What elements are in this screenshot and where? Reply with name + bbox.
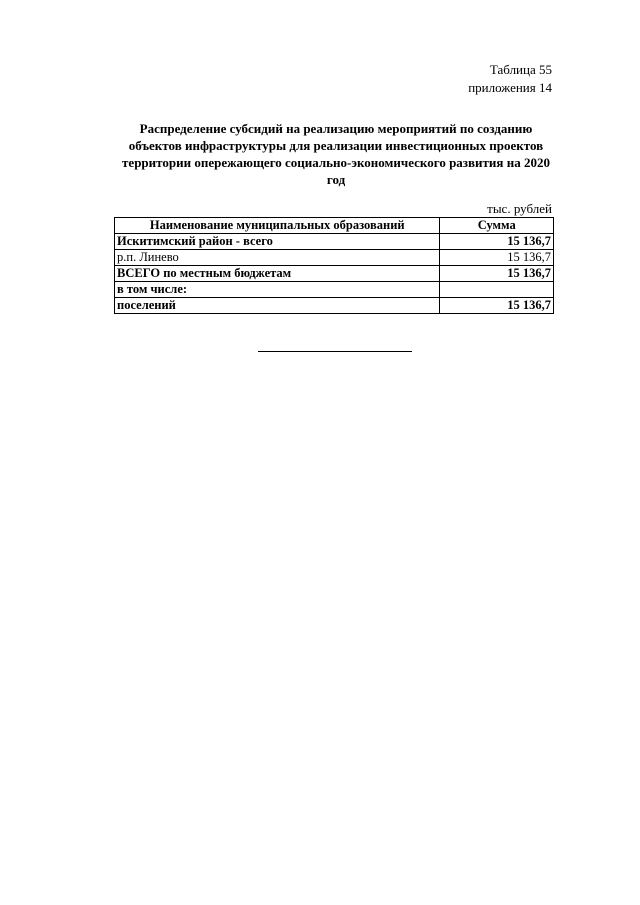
table-row: [115, 298, 554, 314]
table-header-row: [115, 218, 554, 234]
row-sum: 15 136,7: [440, 266, 554, 282]
subsidy-table: [114, 217, 554, 314]
row-name: Искитимский район - всего: [115, 234, 440, 250]
row-sum: 15 136,7: [440, 234, 554, 250]
units-label: тыс. рублей: [487, 201, 552, 216]
table-reference: [468, 61, 552, 97]
header-sum: Сумма: [440, 218, 554, 234]
row-sum: 15 136,7: [440, 298, 554, 314]
table-row: [115, 282, 554, 298]
title-line-4: год: [326, 172, 346, 187]
table-row: [115, 250, 554, 266]
table-row: [115, 266, 554, 282]
row-name: поселений: [115, 298, 440, 314]
document-title: [116, 120, 556, 188]
title-line-3: территории опережающего социально-экономического развития на 2020: [122, 155, 550, 170]
title-line-2: объектов инфраструктуры для реализации инвестиционных проектов: [128, 138, 544, 153]
table-number: Таблица 55: [489, 62, 552, 77]
row-name: в том числе:: [115, 282, 440, 298]
table-row: [115, 234, 554, 250]
end-separator-line: [258, 351, 412, 352]
title-line-1: Распределение субсидий на реализацию мероприятий по созданию: [139, 121, 533, 136]
header-municipality: Наименование муниципальных образований: [115, 218, 440, 234]
row-name: ВСЕГО по местным бюджетам: [115, 266, 440, 282]
appendix-number: приложения 14: [468, 80, 552, 95]
row-sum: [440, 282, 554, 298]
row-name: р.п. Линево: [115, 250, 440, 266]
row-sum: 15 136,7: [440, 250, 554, 266]
